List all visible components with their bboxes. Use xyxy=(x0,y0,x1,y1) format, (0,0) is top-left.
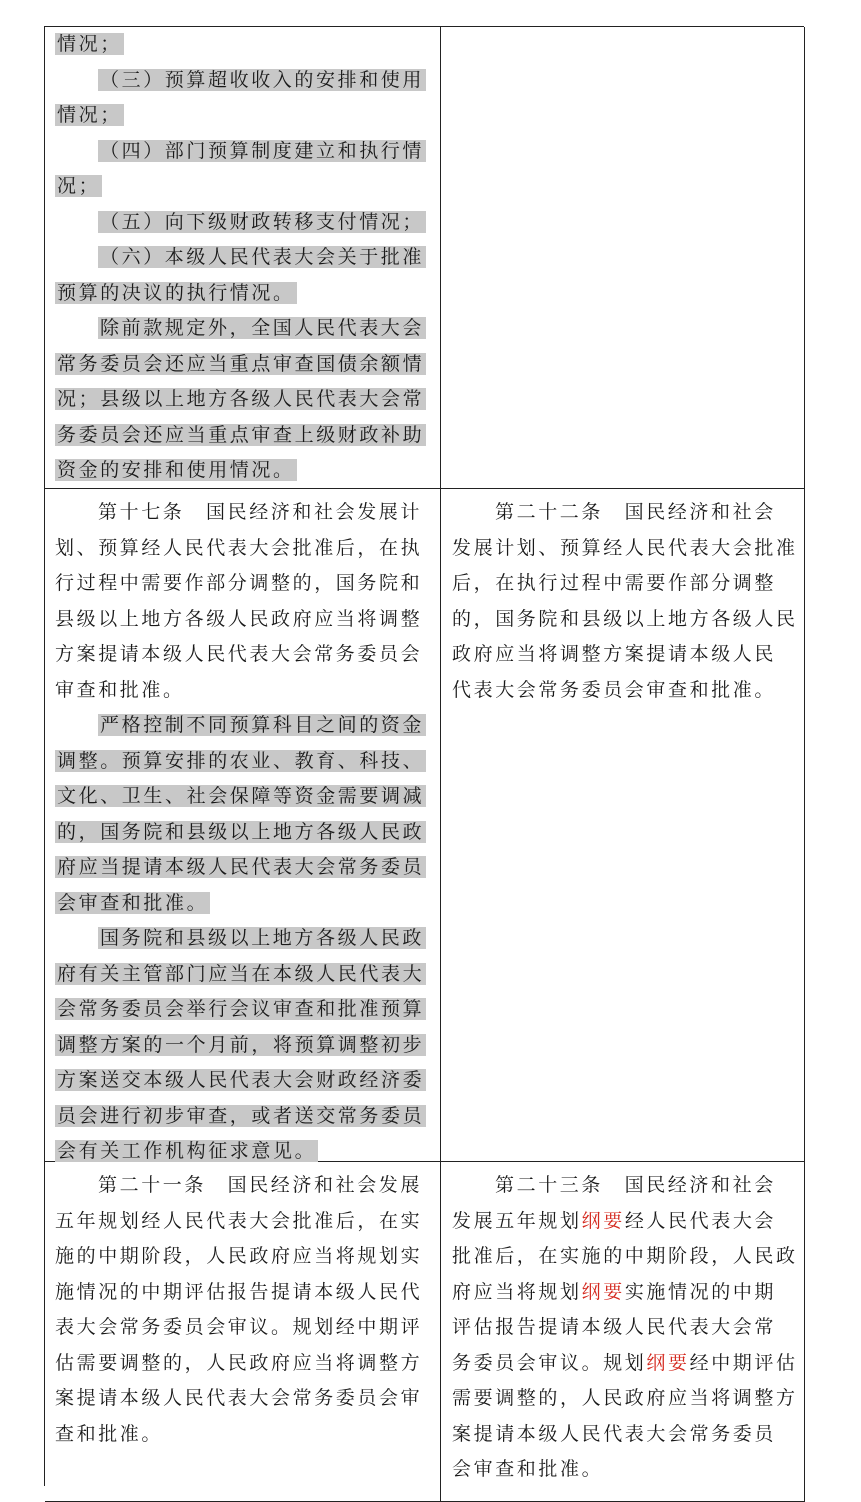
text-segment: 严格控制不同预算科目之间的资金 xyxy=(100,714,425,736)
text-line xyxy=(55,534,422,562)
text-line xyxy=(55,1066,426,1094)
text-line xyxy=(55,385,426,413)
text-segment: 查和批准。 xyxy=(55,1422,164,1445)
text-line xyxy=(55,640,422,668)
text-segment: 调整。预算安排的农业、教育、科技、 xyxy=(57,749,425,772)
text-segment: 批准后，在实施的中期阶段，人民政 xyxy=(452,1245,798,1267)
table-cell-old-text xyxy=(45,489,441,1162)
table-cell-old-text xyxy=(45,1162,441,1502)
text-line xyxy=(55,605,422,633)
text-segment: 第二十三条 国民经济和社会 xyxy=(495,1174,776,1196)
text-segment: 会有关工作机构征求意见。 xyxy=(57,1140,317,1162)
text-line xyxy=(98,243,426,271)
text-segment: 会审查和批准。 xyxy=(57,891,209,914)
text-segment: 常务委员会还应当重点审查国债余额情 xyxy=(57,352,425,375)
table-cell-old-text xyxy=(45,27,441,489)
text-line xyxy=(452,1278,776,1306)
text-line xyxy=(55,1278,422,1306)
text-line xyxy=(452,1455,603,1483)
text-segment: 表大会常务委员会审议。规划经中期评 xyxy=(55,1316,423,1338)
text-segment: 文化、卫生、社会保障等资金需要调减 xyxy=(57,785,425,807)
text-segment: 需要调整的，人民政府应当将调整方 xyxy=(452,1387,798,1409)
text-segment: 经中期评估 xyxy=(689,1351,798,1374)
text-segment: 审查和批准。 xyxy=(55,678,185,701)
text-segment: 情况； xyxy=(57,104,122,126)
text-line xyxy=(452,1313,776,1341)
text-segment: 第二十一条 国民经济和社会发展 xyxy=(98,1174,423,1196)
text-line xyxy=(55,1313,422,1341)
table-cell-new-text xyxy=(441,27,805,489)
text-segment: （六）本级人民代表大会关于批准 xyxy=(100,246,425,268)
text-segment: 县级以上地方各级人民政府应当将调整 xyxy=(55,607,423,630)
comparison-table xyxy=(44,26,804,1486)
text-segment: 况； xyxy=(57,175,101,197)
text-segment: （五）向下级财政转移支付情况； xyxy=(100,210,425,233)
text-segment: （三）预算超收收入的安排和使用 xyxy=(100,68,425,91)
text-line xyxy=(98,711,426,739)
text-segment: 国务院和县级以上地方各级人民政 xyxy=(100,927,425,949)
text-segment: 务委员会还应当重点审查上级财政补助 xyxy=(57,423,425,446)
text-line xyxy=(452,640,776,668)
text-line xyxy=(452,569,776,597)
text-line xyxy=(495,498,776,526)
text-line xyxy=(98,924,426,952)
text-segment: 调整方案的一个月前，将预算调整初步 xyxy=(57,1033,425,1056)
text-line xyxy=(55,747,426,775)
text-line xyxy=(55,30,124,58)
text-line xyxy=(452,605,798,633)
text-segment: 除前款规定外，全国人民代表大会 xyxy=(100,317,425,339)
text-segment: 预算的决议的执行情况。 xyxy=(57,281,295,304)
text-segment: （四）部门预算制度建立和执行情 xyxy=(100,139,425,162)
text-segment: 估需要调整的，人民政府应当将调整方 xyxy=(55,1351,423,1374)
text-line xyxy=(55,1102,426,1130)
text-segment: 后，在执行过程中需要作部分调整 xyxy=(452,572,777,594)
text-segment: 案提请本级人民代表大会常务委员会审 xyxy=(55,1387,423,1409)
text-line xyxy=(98,208,426,236)
text-line xyxy=(55,676,185,704)
table-row xyxy=(45,1162,805,1502)
text-line xyxy=(55,1242,422,1270)
table-cell-new-text xyxy=(441,489,805,1162)
text-line xyxy=(55,1384,422,1412)
text-line xyxy=(55,1137,318,1165)
text-segment: 府应当提请本级人民代表大会常务委员 xyxy=(57,856,425,878)
text-segment: 务委员会审议。规划 xyxy=(452,1351,647,1374)
text-line xyxy=(452,1242,798,1270)
text-line xyxy=(55,1031,426,1059)
text-segment: 划、预算经人民代表大会批准后，在执 xyxy=(55,536,423,559)
text-segment: 方案提请本级人民代表大会常务委员会 xyxy=(55,643,423,665)
text-segment: 施情况的中期评估报告提请本级人民代 xyxy=(55,1280,423,1303)
text-segment: 五年规划经人民代表大会批准后，在实 xyxy=(55,1209,423,1232)
text-line xyxy=(452,1349,798,1377)
amended-term: 纲要 xyxy=(646,1351,690,1374)
text-line xyxy=(98,66,426,94)
text-line xyxy=(55,995,426,1023)
text-segment: 第十七条 国民经济和社会发展计 xyxy=(98,501,423,523)
text-line xyxy=(55,350,426,378)
table-row xyxy=(45,489,805,1162)
text-line xyxy=(452,676,776,704)
text-segment: 行过程中需要作部分调整的，国务院和 xyxy=(55,572,423,594)
text-segment: 府有关主管部门应当在本级人民代表大 xyxy=(57,962,425,985)
text-line xyxy=(55,853,426,881)
text-segment: 发展五年规划 xyxy=(452,1209,582,1232)
text-segment: 资金的安排和使用情况。 xyxy=(57,459,295,481)
text-line xyxy=(495,1171,776,1199)
text-line xyxy=(55,1349,422,1377)
text-segment: 代表大会常务委员会审查和批准。 xyxy=(452,678,777,701)
text-line xyxy=(55,172,102,200)
amended-term: 纲要 xyxy=(581,1209,625,1232)
text-line xyxy=(55,818,426,846)
text-line xyxy=(452,1207,776,1235)
text-line xyxy=(98,314,426,342)
text-line xyxy=(55,889,210,917)
text-line xyxy=(55,569,422,597)
text-line xyxy=(452,534,798,562)
text-segment: 的，国务院和县级以上地方各级人民 xyxy=(452,607,798,630)
text-segment: 员会进行初步审查，或者送交常务委员 xyxy=(57,1104,425,1127)
text-segment: 府应当将规划 xyxy=(452,1280,582,1303)
text-line xyxy=(55,1420,163,1448)
text-segment: 政府应当将调整方案提请本级人民 xyxy=(452,643,777,665)
text-segment: 案提请本级人民代表大会常务委员 xyxy=(452,1422,777,1445)
text-segment: 的，国务院和县级以上地方各级人民政 xyxy=(57,820,425,843)
text-segment: 施的中期阶段，人民政府应当将规划实 xyxy=(55,1245,423,1267)
amended-term: 纲要 xyxy=(581,1280,625,1303)
text-line xyxy=(55,279,297,307)
text-segment: 评估报告提请本级人民代表大会常 xyxy=(452,1316,777,1338)
text-line xyxy=(98,1171,422,1199)
text-segment: 会常务委员会举行会议审查和批准预算 xyxy=(57,998,425,1020)
text-line xyxy=(452,1420,776,1448)
text-segment: 况；县级以上地方各级人民代表大会常 xyxy=(57,388,425,410)
text-line xyxy=(55,456,297,484)
text-line xyxy=(55,421,426,449)
text-line xyxy=(55,960,426,988)
text-segment: 实施情况的中期 xyxy=(624,1280,777,1303)
text-segment: 发展计划、预算经人民代表大会批准 xyxy=(452,536,798,559)
text-line xyxy=(452,1384,798,1412)
text-segment: 会审查和批准。 xyxy=(452,1458,604,1480)
text-line xyxy=(55,1207,422,1235)
text-segment: 经人民代表大会 xyxy=(624,1209,777,1232)
text-line xyxy=(98,137,426,165)
text-segment: 第二十二条 国民经济和社会 xyxy=(495,501,776,523)
table-row xyxy=(45,27,805,489)
text-segment: 情况； xyxy=(57,33,122,55)
text-line xyxy=(55,101,124,129)
text-segment: 方案送交本级人民代表大会财政经济委 xyxy=(57,1069,425,1091)
text-line xyxy=(98,498,422,526)
text-line xyxy=(55,782,426,810)
table-cell-new-text xyxy=(441,1162,805,1502)
